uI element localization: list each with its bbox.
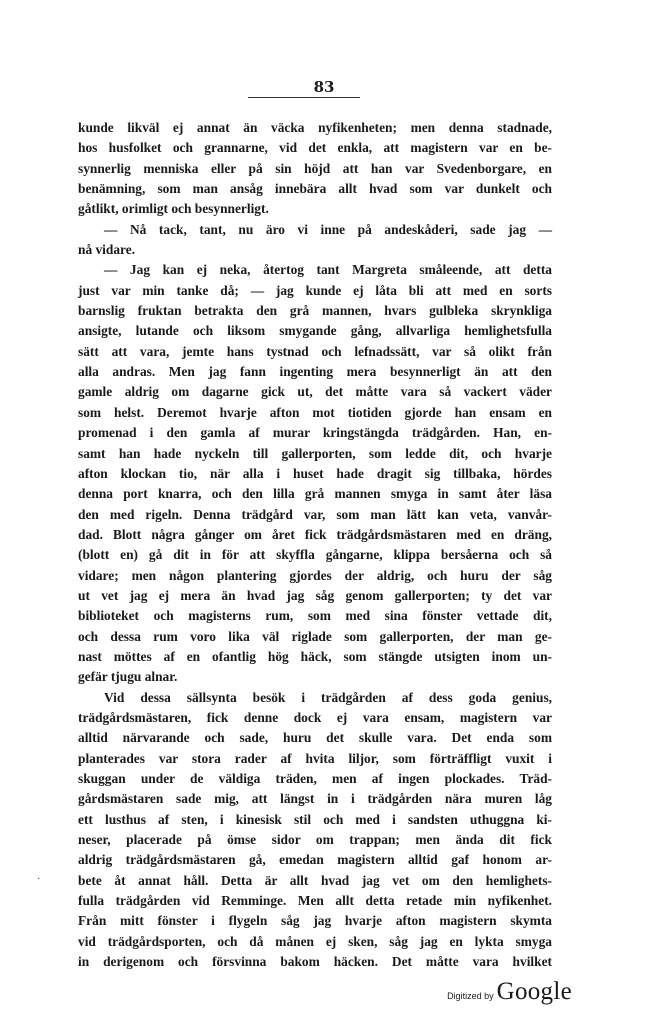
text-line: vid trädgårdsporten, och då månen ej sken, såg jag en lykta smyga (78, 933, 552, 949)
text-line: alla andras. Men jag fann ingenting mera besynnerligt än att den (78, 364, 552, 380)
text-line: alltid närvarande och sade, huru det skulle vara. Det enda som (78, 730, 552, 746)
text-line: gamle aldrig om dagarne gick ut, det måtte vara så vackert väder (78, 384, 552, 400)
body-text (78, 118, 552, 972)
text-line: synnerlig menniska eller på sin höjd att han var Svedenborgare, en (78, 160, 552, 176)
text-line: kunde likväl ej annat än väcka nyfikenheten; men denna stadnade, (78, 120, 552, 135)
text-line: biblioteket och magisterns rum, som med sina fönster vettade dit, (78, 608, 552, 624)
page-number: 83 (313, 78, 335, 96)
text-line: skuggan under de väldiga träden, men af ingen plockades. Träd- (78, 771, 552, 786)
text-line: — Nå tack, tant, nu äro vi inne på andeskåderi, sade jag — (104, 221, 552, 237)
google-logo: Google (496, 978, 572, 1005)
text-line: aldrig trädgårdsmästaren gå, emedan magistern alltid gaf honom ar- (78, 852, 552, 868)
text-line: fulla trädgården vid Remminge. Men allt detta retade min nyfikenhet. (78, 893, 552, 909)
text-line: bete åt annat håll. Detta är allt hvad jag vet om den hemlighets- (78, 872, 552, 888)
text-line: barnslig fruktan betrakta den grå mannen, hvars gulbleka skrynkliga (78, 303, 552, 319)
text-line: gåtlikt, orimligt och besynnerligt. (78, 201, 269, 217)
text-line: promenad i den gamla af murar kringstängda trädgården. Han, en- (78, 425, 552, 441)
text-line: samt han hade nyckeln till gallerporten, som ledde dit, och hvarje (78, 445, 552, 461)
digitized-by-label: Digitized by (447, 991, 494, 1001)
margin-mark: · (37, 874, 41, 885)
text-line: neser, placerade på ömse sidor om trappan; men ända dit fick (78, 832, 552, 848)
text-line: hos husfolket och grannarne, vid det enkla, att magistern var en be- (78, 140, 552, 156)
header-rule (248, 97, 360, 98)
text-line: gårdsmästaren sade mig, att längst in i trädgården nära muren låg (78, 791, 552, 807)
text-line: (blott en) gå dit in för att skyffla gångarne, klippa bersåerna och så (78, 547, 552, 563)
text-line: ut vet jag ej mera än hvad jag såg genom gallerporten; ty det var (78, 587, 552, 603)
text-line: in derigenom och försvinna bakom häcken. Det måtte vara hvilket (78, 954, 552, 970)
text-line: som helst. Deremot hvarje afton mot tiotiden gjorde han ensam en (78, 404, 552, 420)
text-line: benämning, som man ansåg innebära allt hvad som var dunkelt och (78, 181, 552, 197)
text-line: ansigte, lutande och liksom smygande gång, allvarliga hemlighetsfulla (78, 323, 552, 339)
text-line: trädgårdsmästaren, fick denne dock ej vara ensam, magistern var (78, 709, 552, 725)
text-line: Vid dessa sällsynta besök i trädgården af dess goda genius, (104, 689, 552, 705)
text-line: och dessa rum voro lika väl riglade som gallerporten, der man ge- (78, 628, 552, 644)
digitized-by-google (447, 978, 572, 1006)
text-line: nå vidare. (78, 242, 136, 258)
text-line: dad. Blott några gånger om året fick trädgårdsmästaren med en dräng, (78, 526, 552, 542)
text-line: nast möttes af en ofantlig hög häck, som stängde utsigten inom un- (78, 648, 552, 664)
text-line: planterades var stora rader af hvita liljor, som förträffligt vuxit i (78, 750, 552, 766)
text-line: denna port knarra, och den lilla grå mannen smyga in samt åter läsa (78, 486, 552, 502)
text-line: gefär tjugu alnar. (78, 669, 178, 685)
text-line: Från mitt fönster i flygeln såg jag hvarje afton magistern skymta (78, 913, 552, 929)
text-line: ett lusthus af sten, i kinesisk stil och med i sandsten uthuggna ki- (78, 811, 552, 827)
text-line: den med rigeln. Denna trädgård var, som man lätt kan veta, vanvår- (78, 506, 552, 522)
text-line: afton klockan tio, när alla i huset hade dragit sig tillbaka, hördes (78, 465, 552, 481)
text-line: sätt att vara, jemte hans tystnad och lefnadssätt, var så olikt från (78, 343, 552, 359)
text-line: — Jag kan ej neka, återtog tant Margreta småleende, att detta (104, 262, 552, 278)
text-line: just var min tanke då; — jag kunde ej låta bli att med en sorts (78, 282, 552, 298)
text-line: vidare; men någon plantering gjordes der aldrig, och huru der såg (78, 567, 552, 583)
